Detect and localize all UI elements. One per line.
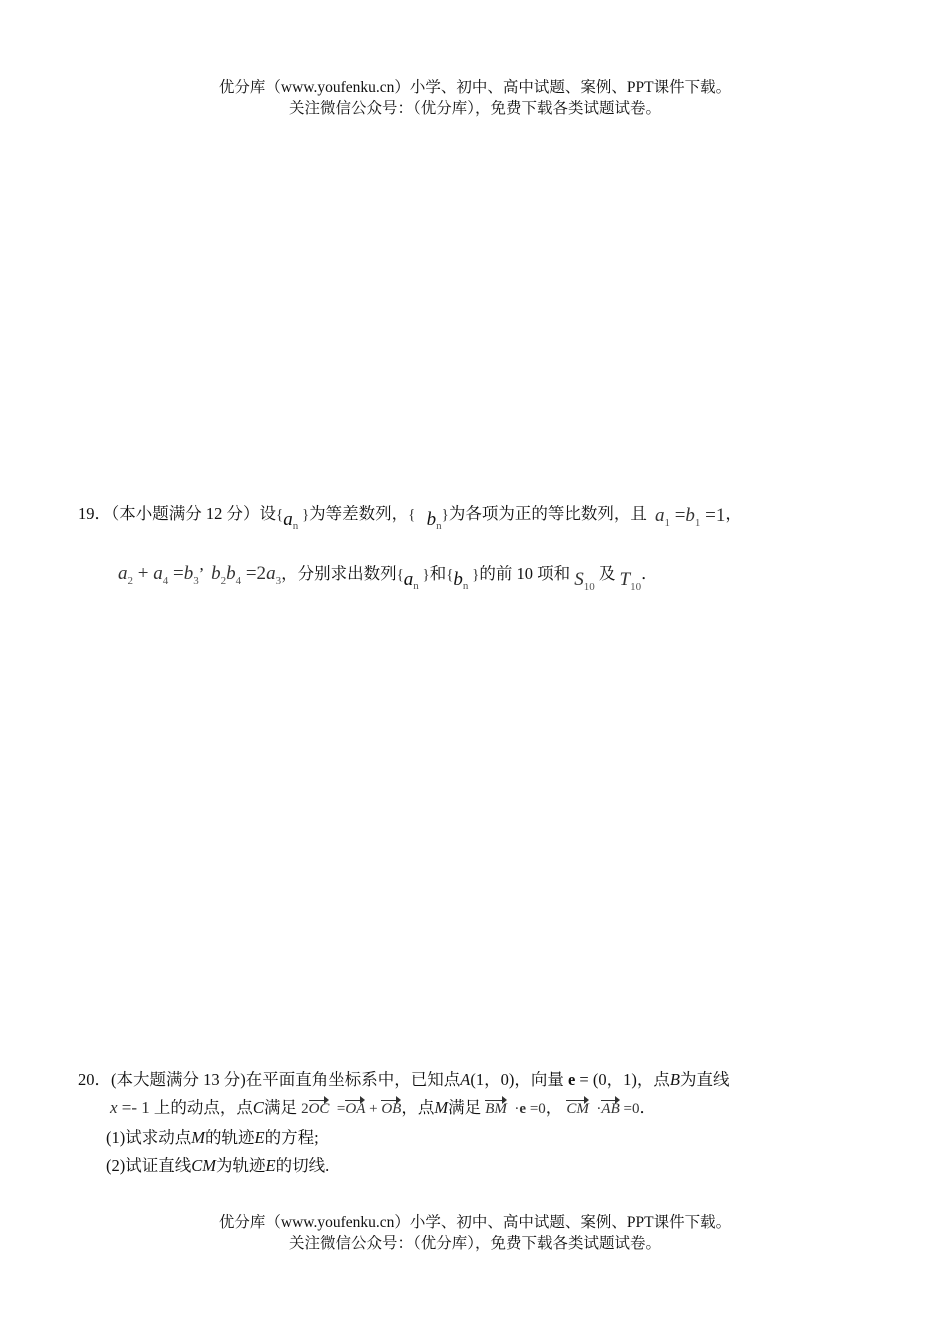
q20-part2-text-c: 的切线. [275, 1156, 330, 1175]
q19-text-3: ，分别求出数列 [281, 564, 397, 583]
q19-intro: （本小题满分 12 分）设 [111, 504, 276, 523]
page-header [0, 77, 950, 119]
q19-number: 19． [78, 504, 111, 523]
q19-line-2: $a_2 + a_4 =b_3$’ $b_2b_4 =2a_3$，分别求出数列{$a_n$ }和{$b_n$ }的前 10 项和 $S_{10}$ 及 $T_{10}$． [118, 563, 658, 593]
header-line-2: 关注微信公众号：（优分库），免费下载各类试题试卷。 [288, 100, 661, 117]
q20-part1-text-b: 的轨迹 [205, 1128, 255, 1147]
q20-text-sat2: 满足 [448, 1098, 482, 1117]
header-line-1: 优分库（www.youfenku.cn）小学、初中、高中试题、案例、PPT课件下载。 [218, 79, 732, 96]
q20-vector-e: = (0，1)，点 [579, 1070, 670, 1089]
q19-end: ． [641, 564, 658, 583]
q20-part2-text-a: (2)试证直线 [106, 1156, 192, 1175]
q19-text-5: 的前 10 项和 [479, 564, 571, 583]
q20-part1-text-a: (1)试求动点 [106, 1128, 192, 1147]
q20-line-2: x =- 1 上的动点，点C满足 2OC =OA + OB，点M满足 BM ·e =0， CM ·AB =0． [110, 1098, 656, 1117]
q20-number: 20． [78, 1070, 111, 1089]
page-footer [0, 1212, 950, 1254]
q19-condition-3: $b_2b_4 =2a_3$ [211, 563, 282, 587]
q20-part2-text-b: 为轨迹 [216, 1156, 266, 1175]
q20-vector-condition-2: BM ·e =0 [485, 1101, 546, 1117]
q20-part-2: (2)试证直线CM为轨迹E的切线. [106, 1156, 330, 1175]
q20-part-1: (1)试求动点M的轨迹E的方程; [106, 1128, 319, 1147]
q20-text-point: ，点 [401, 1098, 435, 1117]
q19-T10: $T_{10}$ [619, 569, 642, 593]
q19-line-1: 19．（本小题满分 12 分）设{$a_n$ }为等差数列，{ $b_n$}为各项为正的等比数列，且 $a_1 =b_1 =1$， [78, 504, 742, 532]
q19-text-2: 为各项为正的等比数列，且 [448, 504, 647, 523]
q20-vector-condition-1: 2OC =OA + OB [301, 1101, 402, 1117]
q19-S10: $S_{10}$ [574, 569, 595, 593]
q19-condition-2: $a_2 + a_4 =b_3$ [118, 563, 199, 587]
q20-intro: (本大题满分 13 分)在平面直角坐标系中，已知点 [111, 1070, 461, 1089]
q20-point-a: (1，0)，向量 [470, 1070, 564, 1089]
footer-line-2: 关注微信公众号：（优分库），免费下载各类试题试卷。 [288, 1235, 661, 1252]
q20-vector-condition-3: CM ·AB =0 [566, 1101, 640, 1117]
q19-text-1: 为等差数列， [309, 504, 409, 523]
q20-text-line: 为直线 [679, 1070, 730, 1089]
q20-text-on: 上的动点，点 [153, 1098, 253, 1117]
footer-line-1: 优分库（www.youfenku.cn）小学、初中、高中试题、案例、PPT课件下载。 [218, 1214, 732, 1231]
q19-text-4: 和 [429, 564, 447, 583]
q20-line-1: 20．(本大题满分 13 分)在平面直角坐标系中，已知点A(1，0)，向量 e = (0，1)，点B为直线 [78, 1070, 730, 1089]
q19-text-6: 及 [598, 564, 616, 583]
q19-condition-1: $a_1 =b_1 =1$ [654, 505, 726, 529]
q20-text-sat: 满足 [263, 1098, 297, 1117]
q20-part1-text-c: 的方程; [264, 1128, 319, 1147]
q20-line-equation: x =- 1 [110, 1098, 150, 1117]
